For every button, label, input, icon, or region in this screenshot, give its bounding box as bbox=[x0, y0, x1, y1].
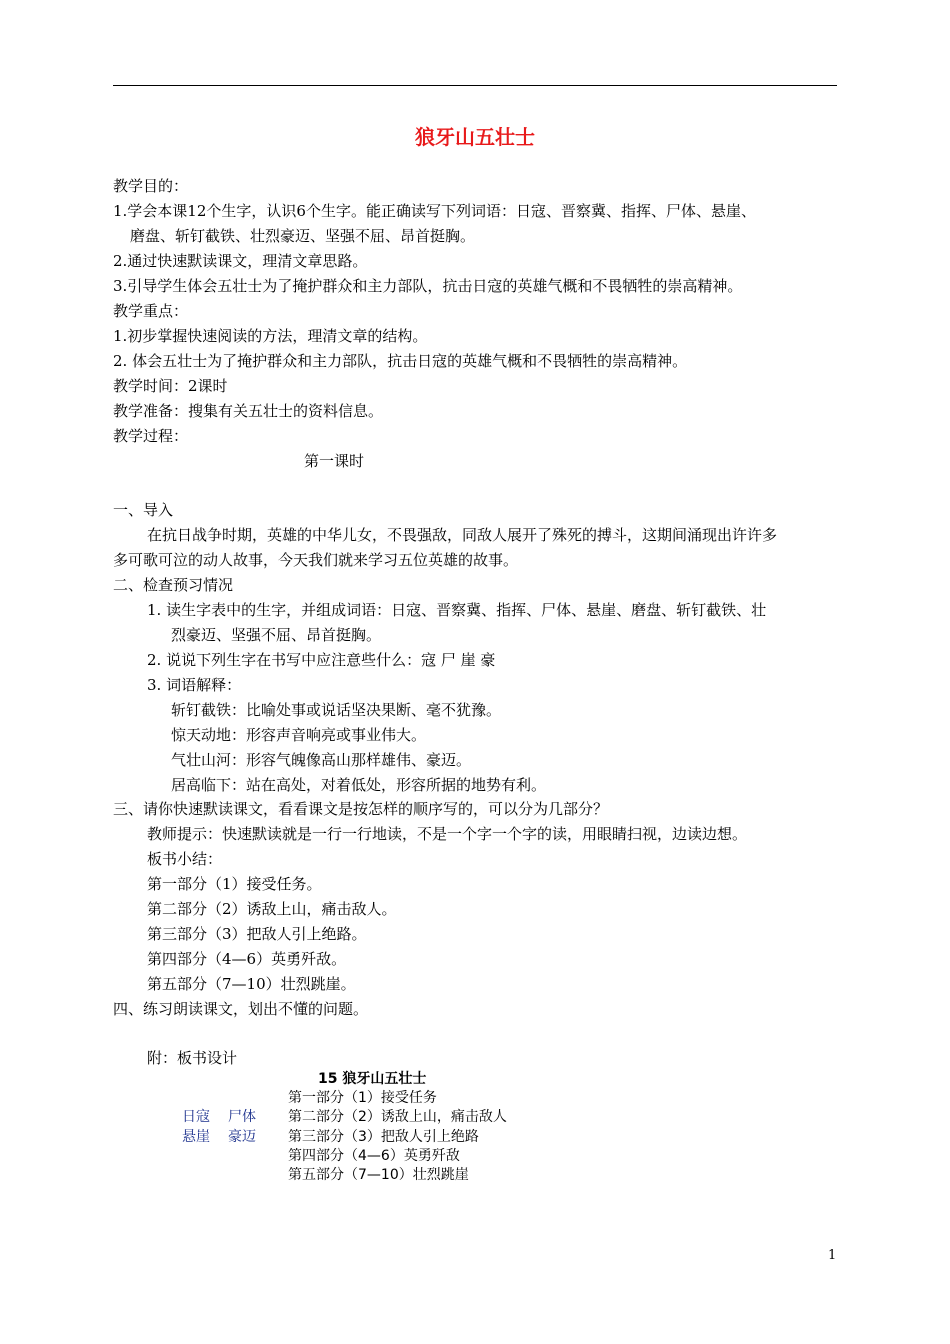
header-rule bbox=[113, 85, 837, 86]
section3-line-6: 第四部分（4—6）英勇歼敌。 bbox=[147, 950, 347, 968]
section4-heading: 四、练习朗读课文，划出不懂的问题。 bbox=[113, 1000, 369, 1018]
board-word-4: 豪迈 bbox=[228, 1129, 256, 1145]
appendix-label: 附：板书设计 bbox=[147, 1049, 238, 1067]
section2-line-4: 3. 词语解释： bbox=[147, 676, 242, 694]
section2-line-1: 1. 读生字表中的生字，并组成词语：日寇、晋察冀、指挥、尸体、悬崖、磨盘、斩钉截铁、壮 bbox=[147, 601, 767, 619]
page-number: 1 bbox=[828, 1248, 837, 1263]
section3-line-4: 第二部分（2）诱敌上山，痛击敌人。 bbox=[147, 900, 397, 918]
board-part-4: 第四部分（4—6）英勇歼敌 bbox=[288, 1148, 460, 1164]
definition-3: 气壮山河：形容气魄像高山那样雄伟、豪迈。 bbox=[171, 751, 472, 769]
board-word-1: 日寇 bbox=[182, 1109, 210, 1125]
board-title: 15 狼牙山五壮士 bbox=[318, 1071, 427, 1087]
board-part-5: 第五部分（7—10）壮烈跳崖 bbox=[288, 1167, 469, 1183]
section2-heading: 二、检查预习情况 bbox=[113, 576, 234, 594]
section3-line-2: 板书小结： bbox=[147, 850, 223, 868]
section3-line-5: 第三部分（3）把敌人引上绝路。 bbox=[147, 925, 367, 943]
definition-2: 惊天动地：形容声音响亮或事业伟大。 bbox=[171, 726, 427, 744]
board-word-2: 尸体 bbox=[228, 1109, 256, 1125]
objective-item-1: 1.学会本课12个生字，认识6个生字。能正确读写下列词语：日寇、晋察冀、指挥、尸体、悬崖、 bbox=[113, 202, 756, 220]
teaching-time: 教学时间：2课时 bbox=[113, 377, 228, 395]
board-word-3: 悬崖 bbox=[182, 1129, 210, 1145]
objective-item-3: 3.引导学生体会五壮士为了掩护群众和主力部队，抗击日寇的英雄气概和不畏牺牲的崇高精神。 bbox=[113, 277, 743, 295]
objectives-heading: 教学目的： bbox=[113, 177, 189, 195]
section3-heading: 三、请你快速默读课文，看看课文是按怎样的顺序写的，可以分为几部分？ bbox=[113, 800, 609, 818]
section1-heading: 一、导入 bbox=[113, 501, 174, 519]
section2-line-2: 烈豪迈、坚强不屈、昂首挺胸。 bbox=[171, 626, 382, 644]
key-points-heading: 教学重点： bbox=[113, 302, 189, 320]
process-heading: 教学过程： bbox=[113, 427, 189, 445]
teaching-prep: 教学准备：搜集有关五壮士的资料信息。 bbox=[113, 402, 384, 420]
section3-line-3: 第一部分（1）接受任务。 bbox=[147, 875, 322, 893]
objective-item-2: 2.通过快速默读课文，理清文章思路。 bbox=[113, 252, 368, 270]
board-part-2: 第二部分（2）诱敌上山，痛击敌人 bbox=[288, 1109, 507, 1125]
definition-1: 斩钉截铁：比喻处事或说话坚决果断、毫不犹豫。 bbox=[171, 701, 502, 719]
board-part-1: 第一部分（1）接受任务 bbox=[288, 1090, 437, 1106]
section3-line-7: 第五部分（7—10）壮烈跳崖。 bbox=[147, 975, 356, 993]
section3-line-1: 教师提示：快速默读就是一行一行地读，不是一个字一个字的读，用眼睛扫视，边读边想。 bbox=[147, 825, 748, 843]
key-point-2: 2. 体会五壮士为了掩护群众和主力部队，抗击日寇的英雄气概和不畏牺牲的崇高精神。 bbox=[113, 352, 688, 370]
board-part-3: 第三部分（3）把敌人引上绝路 bbox=[288, 1129, 479, 1145]
section2-line-3: 2. 说说下列生字在书写中应注意些什么：寇 尸 崖 豪 bbox=[147, 651, 496, 669]
section1-line-1: 在抗日战争时期，英雄的中华儿女，不畏强敌，同敌人展开了殊死的搏斗，这期间涌现出许许多 bbox=[147, 526, 778, 544]
lesson-heading: 第一课时 bbox=[304, 452, 365, 470]
objective-item-1-cont: 磨盘、斩钉截铁、壮烈豪迈、坚强不屈、昂首挺胸。 bbox=[130, 227, 476, 245]
section1-line-2: 多可歌可泣的动人故事，今天我们就来学习五位英雄的故事。 bbox=[113, 551, 519, 569]
page-title: 狼牙山五壮士 bbox=[415, 125, 535, 149]
definition-4: 居高临下：站在高处，对着低处，形容所据的地势有利。 bbox=[171, 776, 547, 794]
key-point-1: 1.初步掌握快速阅读的方法，理清文章的结构。 bbox=[113, 327, 428, 345]
